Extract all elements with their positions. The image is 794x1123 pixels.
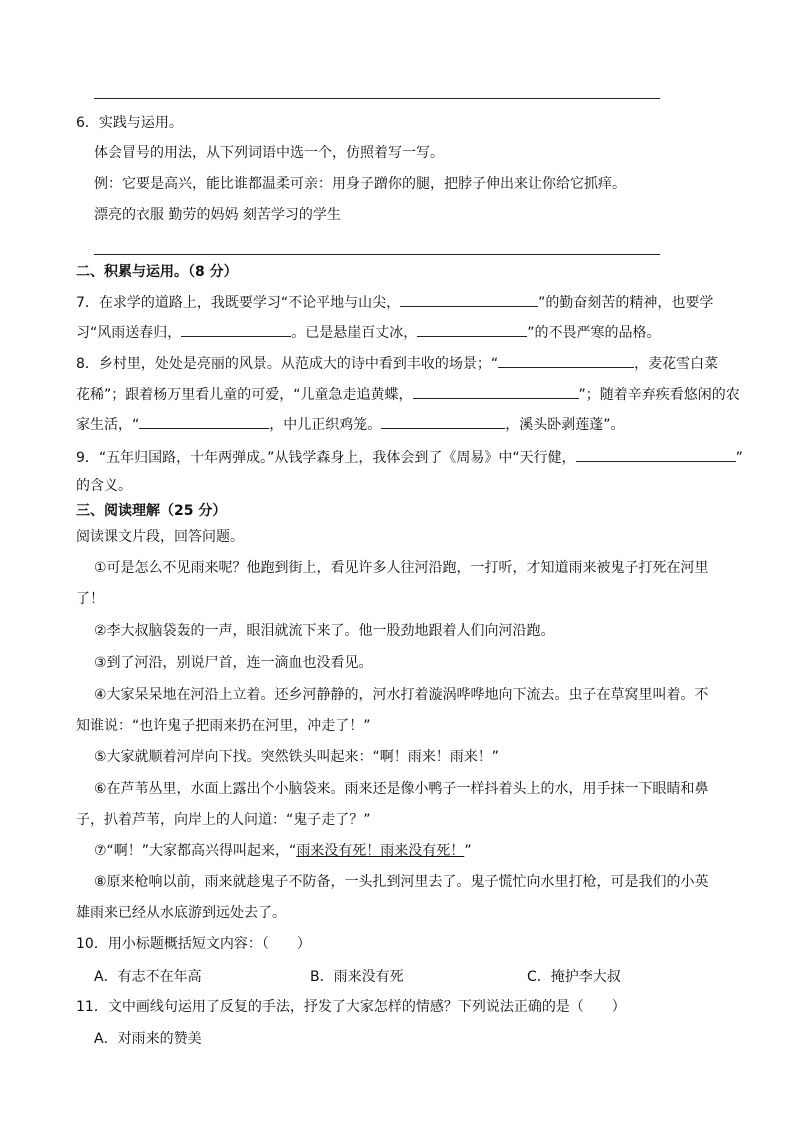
underlined-sentence: 雨来没有死！雨来没有死！ [296,843,465,859]
question-8-text-4: ”；随着辛弃疾看悠闲的农 [578,387,740,403]
question-10-stem: 10．用小标题概括短文内容：（ ） [76,936,311,952]
question-7-text-4: 。已是悬崖百丈冰， [291,325,418,341]
question-6-example: 例：它要是高兴，能比谁都温柔可亲：用身子蹭你的腿，把脖子伸出来让你给它抓痒。 [94,176,626,192]
question-6-words: 漂亮的衣服 勤劳的妈妈 刻苦学习的学生 [94,207,341,223]
question-8-text-2: ，麦花雪白菜 [634,356,719,372]
paragraph-1-line-2: 了！ [76,591,104,607]
paragraph-7 [94,841,472,861]
paragraph-7-text-2: ” [464,843,472,859]
question-7-line-2 [76,321,661,341]
question-6-title: 6．实践与运用。 [76,115,183,131]
question-9-text-2: ” [735,450,743,466]
paragraph-6-line-1: ⑥在芦苇丛里，水面上露出个小脑袋来。雨来还是像小鸭子一样抖着头上的水，用手抹一下眼睛和鼻 [94,781,709,797]
fill-blank[interactable] [498,352,634,368]
question-8-line-1 [76,352,718,372]
section-3-heading: 三、阅读理解（25 分） [76,503,227,519]
question-8-text-1: 8．乡村里，处处是亮丽的风景。从范成大的诗中看到丰收的场景；“ [76,356,499,372]
paragraph-6-line-2: 子，扒着芦苇，向岸上的人问道：“鬼子走了？” [76,812,371,828]
option-b[interactable]: B．雨来没有死 [310,969,404,985]
question-8-text-7: ，溪头卧剥莲蓬”。 [505,417,625,433]
paragraph-3: ③到了河沿，别说尸首，连一滴血也没看见。 [94,655,373,671]
question-9-line-1 [76,446,743,466]
question-9-line-2: 的含义。 [76,478,132,494]
question-7-text-1: 7．在求学的道路上，我既要学习“不论平地与山尖， [76,295,401,311]
paragraph-5: ⑤大家就顺着河岸向下找。突然铁头叫起来：“啊！雨来！雨来！” [94,749,500,765]
question-11-stem: 11．文中画线句运用了反复的手法，抒发了大家怎样的情感？下列说法正确的是（ ） [76,999,626,1015]
fill-blank[interactable] [417,321,527,337]
question-7-line-1 [76,291,713,311]
option-a[interactable]: A．有志不在年高 [94,969,202,985]
question-8-line-3 [76,413,625,433]
paragraph-4-line-2: 知谁说：“也许鬼子把雨来扔在河里，冲走了！” [76,718,371,734]
question-6-instruction: 体会冒号的用法，从下列词语中选一个，仿照着写一写。 [94,145,444,161]
answer-line [94,98,660,99]
answer-line [94,254,660,255]
fill-blank[interactable] [381,413,505,429]
paragraph-2: ②李大叔脑袋轰的一声，眼泪就流下来了。他一股劲地跟着人们向河沿跑。 [94,623,555,639]
question-7-text-5: ”的不畏严寒的品格。 [527,325,661,341]
question-9-text-1: 9．“五年归国路，十年两弹成。”从钱学森身上，我体会到了《周易》中“天行健， [76,450,576,466]
question-8-text-3: 花稀”；跟着杨万里看儿童的可爱，“儿童急走追黄蝶， [76,387,413,403]
question-8-text-5: 家生活，“ [76,417,140,433]
question-8-line-2 [76,383,740,403]
paragraph-8-line-2: 雄雨来已经从水底游到远处去了。 [76,905,286,921]
option-a[interactable]: A．对雨来的赞美 [94,1031,202,1047]
question-7-text-2: ”的勤奋刻苦的精神，也要学 [538,295,714,311]
fill-blank[interactable] [576,446,736,462]
section-3-intro: 阅读课文片段，回答问题。 [76,529,244,545]
paragraph-1-line-1: ①可是怎么不见雨来呢？他跑到街上，看见许多人往河沿跑，一打听，才知道雨来被鬼子打死在河里 [94,560,709,576]
paragraph-7-text-1: ⑦“啊！”大家都高兴得叫起来，“ [94,843,297,859]
fill-blank[interactable] [413,383,579,399]
paragraph-8-line-1: ⑧原来枪响以前，雨来就趁鬼子不防备，一头扎到河里去了。鬼子慌忙向水里打枪，可是我们的小英 [94,874,709,890]
fill-blank[interactable] [139,413,269,429]
section-2-heading: 二、积累与运用。（8 分） [76,264,238,280]
fill-blank[interactable] [181,321,291,337]
fill-blank[interactable] [400,291,538,307]
question-7-text-3: 习“风雨送春归， [76,325,182,341]
question-8-text-6: ，中儿正织鸡笼。 [269,417,382,433]
paragraph-4-line-1: ④大家呆呆地在河沿上立着。还乡河静静的，河水打着漩涡哗哗地向下流去。虫子在草窝里叫着。不 [94,687,709,703]
option-c[interactable]: C．掩护李大叔 [527,969,621,985]
